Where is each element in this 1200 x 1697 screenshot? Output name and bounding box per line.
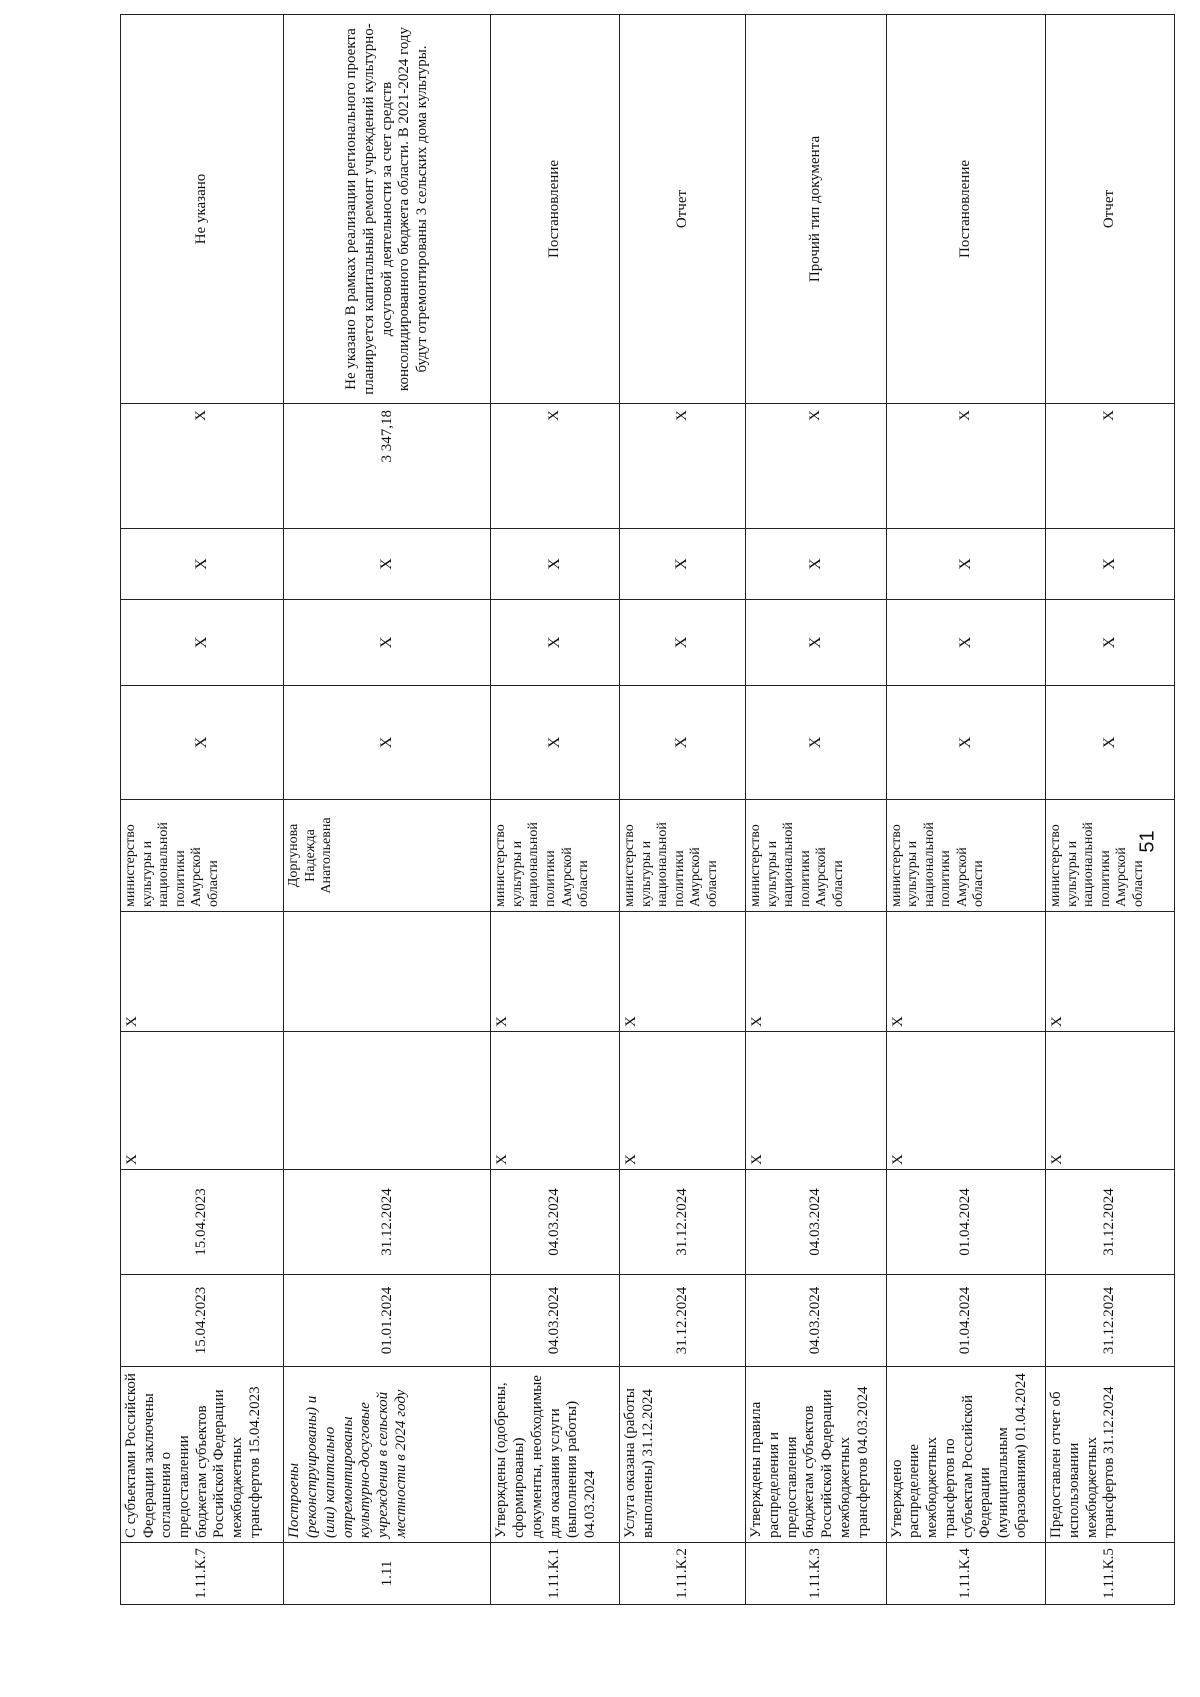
start-date: 04.03.2024 xyxy=(491,1275,620,1367)
table-row xyxy=(1046,15,1175,1605)
responsible-person: министерство культуры и национальной политики Амурской области xyxy=(1046,800,1175,912)
mark-x1: X xyxy=(491,1032,620,1170)
end-date: 31.12.2024 xyxy=(284,1170,491,1275)
start-date: 31.12.2024 xyxy=(1046,1275,1175,1367)
table-row xyxy=(746,15,886,1605)
budget-value: 3 347,18 xyxy=(284,404,491,529)
comment-cell: Отчет xyxy=(620,15,746,404)
end-date: 01.04.2024 xyxy=(886,1170,1046,1275)
page-number: 51 xyxy=(1136,830,1159,853)
plan-table xyxy=(120,14,1175,1605)
mark-m2: X xyxy=(620,600,746,686)
comment-cell: Не указано xyxy=(121,15,284,404)
mark-x2: X xyxy=(620,912,746,1032)
mark-m1: X xyxy=(886,686,1046,800)
end-date: 31.12.2024 xyxy=(1046,1170,1175,1275)
mark-x1: X xyxy=(746,1032,886,1170)
mark-x2: X xyxy=(121,912,284,1032)
end-date: 15.04.2023 xyxy=(121,1170,284,1275)
start-date: 15.04.2023 xyxy=(121,1275,284,1367)
table-row xyxy=(284,15,491,1605)
table-row xyxy=(886,15,1046,1605)
mark-m2: X xyxy=(491,600,620,686)
budget-value: X xyxy=(620,404,746,529)
mark-x1: X xyxy=(620,1032,746,1170)
row-code: 1.11 xyxy=(284,1543,491,1605)
mark-m1: X xyxy=(491,686,620,800)
row-name: Утверждено распределение межбюджетных трансфертов по субъектам Российской Федерации (муниципальным образованиям) 01.04.2024 xyxy=(886,1367,1046,1543)
responsible-person: министерство культуры и национальной политики Амурской области xyxy=(121,800,284,912)
mark-x2: X xyxy=(886,912,1046,1032)
mark-m2: X xyxy=(746,600,886,686)
mark-x2 xyxy=(284,912,491,1032)
row-name: Утверждены правила распределения и предоставления бюджетам субъектов Российской Федерации межбюджетных трансфертов 04.03.2024 xyxy=(746,1367,886,1543)
rotated-page xyxy=(120,15,1175,1605)
budget-value: X xyxy=(121,404,284,529)
mark-m1: X xyxy=(1046,686,1175,800)
mark-x1: X xyxy=(121,1032,284,1170)
responsible-person: министерство культуры и национальной политики Амурской области xyxy=(491,800,620,912)
responsible-person: министерство культуры и национальной политики Амурской области xyxy=(746,800,886,912)
end-date: 04.03.2024 xyxy=(491,1170,620,1275)
mark-m3: X xyxy=(491,529,620,600)
budget-value: X xyxy=(491,404,620,529)
mark-m3: X xyxy=(746,529,886,600)
comment-cell: Отчет xyxy=(1046,15,1175,404)
row-name: Услуга оказана (работы выполнены) 31.12.2024 xyxy=(620,1367,746,1543)
mark-x1: X xyxy=(1046,1032,1175,1170)
mark-x2: X xyxy=(491,912,620,1032)
mark-m1: X xyxy=(284,686,491,800)
comment-cell: Не указано В рамках реализации регионального проекта планируется капитальный ремонт учреждений культурно-досуговой деятельности за счет средств консолидированного бюджета области. В 2021-2024 году будут отремонтированы 3 сельских дома культуры. xyxy=(284,15,491,404)
start-date: 04.03.2024 xyxy=(746,1275,886,1367)
mark-m2: X xyxy=(1046,600,1175,686)
end-date: 31.12.2024 xyxy=(620,1170,746,1275)
mark-x2: X xyxy=(746,912,886,1032)
row-code: 1.11.К.1 xyxy=(491,1543,620,1605)
mark-x2: X xyxy=(1046,912,1175,1032)
mark-m3: X xyxy=(620,529,746,600)
start-date: 01.01.2024 xyxy=(284,1275,491,1367)
table-row xyxy=(620,15,746,1605)
comment-cell: Прочий тип документа xyxy=(746,15,886,404)
row-code: 1.11.К.5 xyxy=(1046,1543,1175,1605)
mark-x1: X xyxy=(886,1032,1046,1170)
mark-m2: X xyxy=(284,600,491,686)
mark-m3: X xyxy=(284,529,491,600)
row-code: 1.11.К.2 xyxy=(620,1543,746,1605)
responsible-person: министерство культуры и национальной политики Амурской области xyxy=(886,800,1046,912)
table-row xyxy=(121,15,284,1605)
mark-m1: X xyxy=(121,686,284,800)
mark-m3: X xyxy=(1046,529,1175,600)
responsible-person: Доргунова Надежда Анатольевна xyxy=(284,800,491,912)
budget-value: X xyxy=(886,404,1046,529)
start-date: 31.12.2024 xyxy=(620,1275,746,1367)
mark-m3: X xyxy=(886,529,1046,600)
row-code: 1.11.К.7 xyxy=(121,1543,284,1605)
responsible-person: министерство культуры и национальной политики Амурской области xyxy=(620,800,746,912)
row-code: 1.11.К.3 xyxy=(746,1543,886,1605)
mark-m1: X xyxy=(746,686,886,800)
table-body xyxy=(121,15,1175,1605)
mark-x1 xyxy=(284,1032,491,1170)
row-name: Предоставлен отчет об использовании межбюджетных трансфертов 31.12.2024 xyxy=(1046,1367,1175,1543)
comment-cell: Постановление xyxy=(886,15,1046,404)
mark-m1: X xyxy=(620,686,746,800)
budget-value: X xyxy=(746,404,886,529)
end-date: 04.03.2024 xyxy=(746,1170,886,1275)
mark-m3: X xyxy=(121,529,284,600)
row-code: 1.11.К.4 xyxy=(886,1543,1046,1605)
start-date: 01.04.2024 xyxy=(886,1275,1046,1367)
mark-m2: X xyxy=(121,600,284,686)
row-name: С субъектами Российской Федерации заключены соглашения о предоставлении бюджетам субъектов Российской Федерации межбюджетных трансфертов 15.04.2023 xyxy=(121,1367,284,1543)
mark-m2: X xyxy=(886,600,1046,686)
comment-cell: Постановление xyxy=(491,15,620,404)
table-row xyxy=(491,15,620,1605)
budget-value: X xyxy=(1046,404,1175,529)
row-name: Утверждены (одобрены, сформированы) документы, необходимые для оказания услуги (выполнения работы) 04.03.2024 xyxy=(491,1367,620,1543)
row-name: Построены (реконструированы) и (или) капитально отремонтированы культурно-досуговые учреждения в сельской местности в 2024 году xyxy=(284,1367,491,1543)
